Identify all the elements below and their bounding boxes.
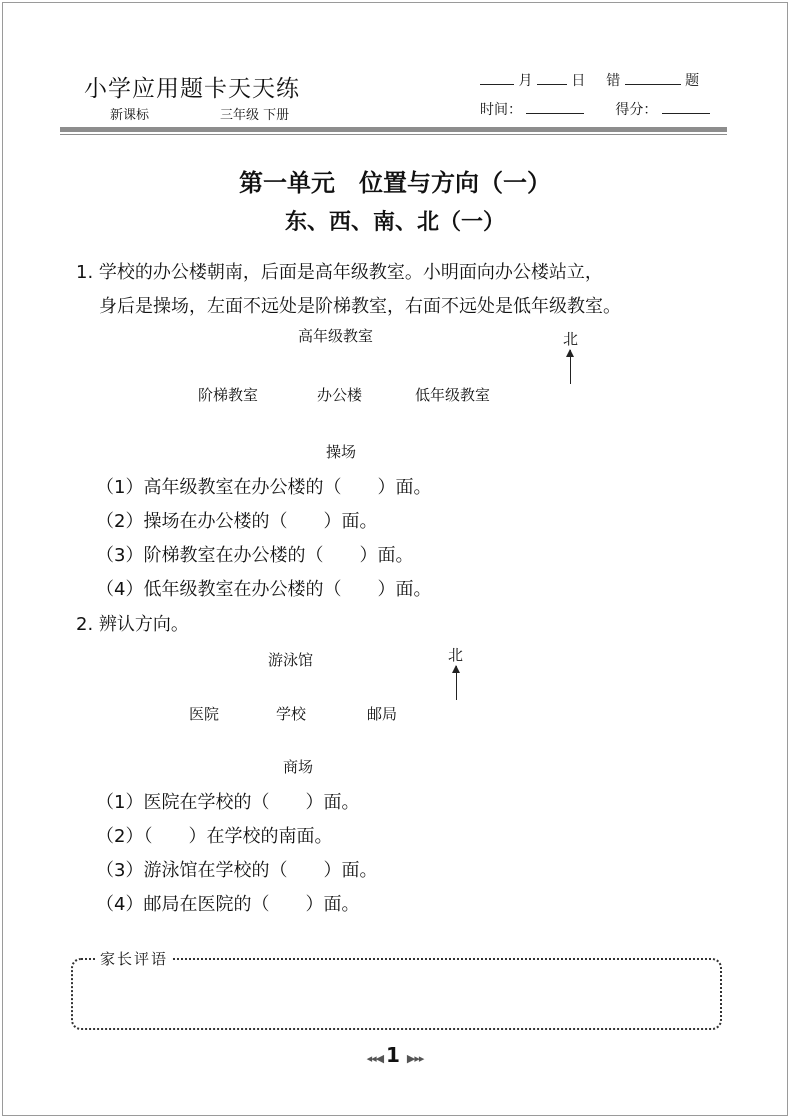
grade-label: 三年级 下册 [220,108,290,123]
q1-line1: 1. 学校的办公楼朝南，后面是高年级教室。小明面向办公楼站立， [76,262,603,283]
right-triangles-icon: ▶▸▸ [406,1052,424,1065]
parent-comment-label: 家长评语 [96,948,172,969]
month-label: 月 [518,73,533,89]
q2-sub-4: （4）邮局在医院的（ ）面。 [96,894,360,915]
q1-sub-3: （3）阶梯教室在办公楼的（ ）面。 [96,545,414,566]
q1-sub-4: （4）低年级教室在办公楼的（ ）面。 [96,579,432,600]
q1-label-center: 办公楼 [317,386,363,404]
q2-north-label: 北 [448,646,464,664]
q2-label-center: 学校 [276,705,307,723]
q2-sub-1: （1）医院在学校的（ ）面。 [96,792,360,813]
q1-label-top: 高年级教室 [298,327,374,345]
q2-label-left: 医院 [189,705,220,723]
q2-north-arrow-icon [456,666,457,700]
page-number-value: 1 [385,1043,400,1067]
unit-title: 第一单元 位置与方向（一） [239,169,551,197]
time-blank[interactable] [526,99,584,114]
page-number [0,1043,790,1067]
q1-sub-1: （1）高年级教室在办公楼的（ ）面。 [96,477,432,498]
q1-label-left: 阶梯教室 [198,386,259,404]
q2-sub-2: （2）（ ）在学校的南面。 [96,826,333,847]
q2-label-bottom: 商场 [283,758,314,776]
time-score-row [480,99,710,119]
score-blank[interactable] [662,99,710,114]
wrong-count-blank[interactable] [625,70,681,85]
q1-label-right: 低年级教室 [415,386,491,404]
q2-sub-3: （3）游泳馆在学校的（ ）面。 [96,860,378,881]
header-rule-thin [60,134,727,135]
book-title: 小学应用题卡天天练 [84,76,300,102]
day-label: 日 [571,73,586,89]
q2-title: 2. 辨认方向。 [76,614,189,635]
left-triangles-icon: ◂◂◀ [366,1052,386,1065]
month-blank[interactable] [480,70,514,85]
q2-label-top: 游泳馆 [268,651,314,669]
q1-line2: 身后是操场，左面不远处是阶梯教室，右面不远处是低年级教室。 [99,296,621,317]
edition-label: 新课标 [110,108,150,123]
day-blank[interactable] [537,70,567,85]
q1-north-arrow-icon [570,350,571,384]
time-label: 时间： [480,102,522,118]
q1-north-label: 北 [563,330,579,348]
lesson-title: 东、西、南、北（一） [284,209,505,235]
q2-label-right: 邮局 [367,705,398,723]
wrong-label: 错 [606,73,621,89]
score-label: 得分： [615,102,658,118]
q1-label-bottom: 操场 [326,443,357,461]
q1-sub-2: （2）操场在办公楼的（ ）面。 [96,511,378,532]
date-score-row [480,70,699,90]
question-label: 题 [685,73,700,89]
header-rule [60,127,727,132]
